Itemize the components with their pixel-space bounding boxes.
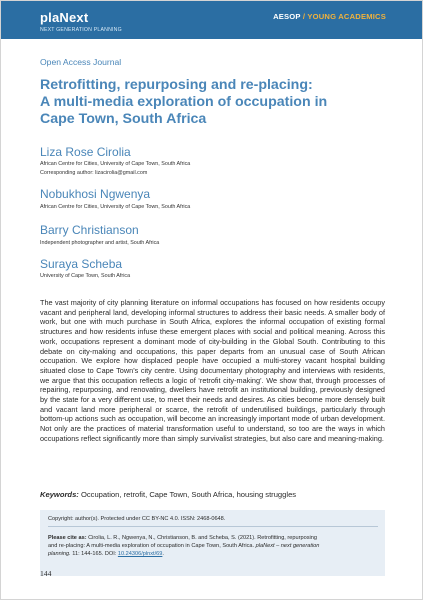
abstract-line: of material transformation useful to understand, so too are the ways in which occupations <box>40 424 385 443</box>
author-name: Suraya Scheba <box>40 257 123 271</box>
citation <box>48 534 378 558</box>
abstract-line: argue that this occupation reflects a logic of ‘retrofit city-making’. We show that, through <box>51 375 341 385</box>
copyright-notice: Copyright: author(s). Protected under CC BY-NC 4.0. ISSN: 2468-0648. <box>48 516 226 522</box>
page-number: 144 <box>40 569 52 578</box>
abstract-line: retrofit of underutilised buildings, particularly through bottom-up actions such as occupation, <box>40 404 386 424</box>
abstract-line: occupations, this paper departs from an unusual case of South African occupation. We explore <box>40 346 385 366</box>
journal-header <box>1 1 422 39</box>
author-affiliation: African Centre for Cities, University of Cape Town, South Africa <box>40 204 191 210</box>
abstract-line: mode of city-building in the Global South. Contributing to this debate on city-making and <box>40 336 385 356</box>
citation-journal: plaNext – next generation <box>255 543 320 549</box>
citation-volume: 11: 144-165. DOI: <box>70 551 118 557</box>
abstract-line: reflect significantly more than simply survivalist strategies, but also care and meaning-making. <box>80 433 384 443</box>
citation-text: Cirolia, L. R., Ngwenya, N., Christianson, B. and Scheba, S. (2021). Retrofitting, repurposing <box>88 535 317 541</box>
author-affiliation: Independent photographer and artist, South Africa <box>40 240 160 246</box>
author-affiliation: African Centre for Cities, University of Cape Town, South Africa <box>40 161 191 167</box>
author-name: Barry Christianson <box>40 223 139 237</box>
corresponding-author: Corresponding author: lizacirolia@gmail.com <box>40 170 148 176</box>
abstract-line: The vast majority of city planning literature on informal occupations has focused on how <box>40 298 328 307</box>
title-line: Cape Town, South Africa <box>40 111 207 127</box>
abstract-line: places with social and political meaning. Across this work, occupations represent a dominant <box>40 327 385 346</box>
citation-label: Please cite as: <box>48 535 87 541</box>
org-name: AESOP <box>273 12 301 21</box>
divider <box>48 526 378 527</box>
citation-text: and re-placing: A multi-media exploration of occupation in Cape Town, South Africa. <box>48 543 255 549</box>
logo-tagline: NEXT GENERATION PLANNING <box>40 27 122 33</box>
section-name: YOUNG ACADEMICS <box>307 12 386 21</box>
abstract-line: will become an increasingly important mode of urban development. Not only are the practices <box>40 414 385 434</box>
journal-logo <box>40 10 88 26</box>
citation-box <box>40 510 385 576</box>
abstract-line: building, previously designed by the state for a very different use, to meet their needs and <box>40 385 385 405</box>
title-line: Retrofitting, repurposing and re-placing: <box>40 77 313 93</box>
journal-section-label <box>273 12 386 21</box>
keywords <box>40 490 385 499</box>
abstract <box>40 298 385 444</box>
abstract-line: how displaced people have occupied a multi-storey vacant hospital building situated close to <box>40 356 385 375</box>
citation-journal-end: planning. <box>48 551 71 557</box>
doi-link[interactable]: 10.24306/plnxt/69 <box>117 551 163 557</box>
abstract-line: desires. As cities become more densely built and vacant land more peripheral or scarce, the <box>40 395 385 414</box>
abstract-line: the informal occupation of existing formal structures and how residents infuse these emergent <box>40 317 385 337</box>
abstract-line: processes of repairing, repurposing, and renovating, dwellers have retrofit an institutional <box>40 375 386 395</box>
author-affiliation: University of Cape Town, South Africa <box>40 273 131 279</box>
abstract-line: basic needs. A smaller body of work, but one with much purchase in South Africa, explores <box>40 307 385 327</box>
logo-text: plaNext <box>40 10 89 25</box>
section-separator: / <box>302 12 306 21</box>
title-line: A multi-media exploration of occupation in <box>40 94 328 110</box>
abstract-line: Cape Town’s city centre. Using documentary photography and interviews with residents, we <box>40 365 386 385</box>
author-name: Nobukhosi Ngwenya <box>40 187 151 201</box>
author-name: Liza Rose Cirolia <box>40 145 131 159</box>
keywords-label: Keywords: <box>40 490 79 499</box>
abstract-line: residents occupy vacant and peripheral land, developing informal structures to address their <box>40 298 385 317</box>
article-title <box>40 77 380 128</box>
keywords-text: Occupation, retrofit, Cape Town, South Africa, housing struggles <box>80 490 297 499</box>
citation-end: . <box>162 551 164 557</box>
open-access-label: Open Access Journal <box>40 57 122 67</box>
